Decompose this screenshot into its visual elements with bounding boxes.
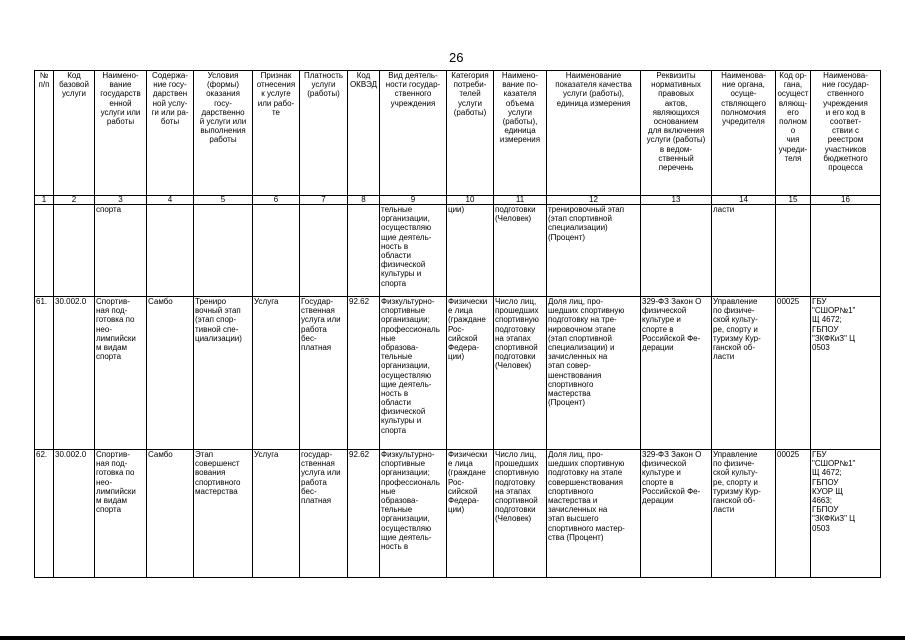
row-cell <box>300 205 348 297</box>
column-number: 1 <box>35 196 54 205</box>
row-cell: 92.62 <box>348 450 380 578</box>
column-number: 11 <box>494 196 547 205</box>
column-number: 10 <box>447 196 494 205</box>
header-cell-attribute: Признак отнесения к услуге или рабо- те <box>253 71 300 196</box>
row-cell: Число лиц, прошедших спортивную подготовку на этапах спортивной подготовки (Человек) <box>494 297 547 450</box>
column-number: 15 <box>776 196 811 205</box>
column-number: 13 <box>641 196 712 205</box>
row-cell: Число лиц, прошедших спортивную подготовку на этапах спортивной подготовки (Человек) <box>494 450 547 578</box>
row-cell <box>776 205 811 297</box>
row-cell: 30.002.0 <box>54 297 95 450</box>
column-number: 16 <box>811 196 881 205</box>
row-cell: 62. <box>35 450 54 578</box>
row-cell: Самбо <box>147 450 194 578</box>
header-cell-payment: Платность услуги (работы) <box>300 71 348 196</box>
row-cell: Услуга <box>253 450 300 578</box>
header-cell-conditions: Условия (формы) оказания госу- дарственно й услуги или выполнения работы <box>194 71 253 196</box>
column-number: 2 <box>54 196 95 205</box>
column-number: 5 <box>194 196 253 205</box>
row-cell <box>811 205 881 297</box>
row-cell: Этап совершенст вования спортивного мастерства <box>194 450 253 578</box>
column-number: 7 <box>300 196 348 205</box>
header-cell-service-name: Наимено- вание государств енной услуги или работы <box>95 71 147 196</box>
column-number: 6 <box>253 196 300 205</box>
row-cell: Физкультурно- спортивные организации; профессиональ ные образова- тельные организации, осуществляю щие деятель- ность в <box>380 450 447 578</box>
table-row <box>35 205 881 297</box>
column-number: 8 <box>348 196 380 205</box>
row-cell: 30.002.0 <box>54 450 95 578</box>
row-cell: ГБУ "СШОР№1" Щ 4672; ГБПОУ КУОР Щ 4663; ГБПОУ "ЗКФКиЗ" Ц 0503 <box>811 450 881 578</box>
row-cell: Доля лиц, про- шедших спортивную подготовку на этапе совершенствования спортивного мастерства и зачисленных на этап высшего спортивного мастер- ства (Процент) <box>547 450 641 578</box>
row-cell <box>54 205 95 297</box>
column-number: 12 <box>547 196 641 205</box>
row-cell: Самбо <box>147 297 194 450</box>
header-cell-founder-code: Код ор- гана, осущест вляющ- его полномо чия учреди- теля <box>776 71 811 196</box>
row-cell: Физкультурно- спортивные организации; профессиональ ные образова- тельные организации, осуществляю щие деятель- ность в области физической культуры и спорта <box>380 297 447 450</box>
row-cell: 329-ФЗ Закон О физической культуре и спорте в Российской Фе- дерации <box>641 450 712 578</box>
row-cell: Спортив- ная под- готовка по нео- лимпийски м видам спорта <box>95 450 147 578</box>
header-cell-legal-acts: Реквизиты нормативных правовых актов, являющихся основанием для включения услуги (работы) в ведом- ственный перечень <box>641 71 712 196</box>
row-cell: Государ- ственная услуга или работа бес- платная <box>300 297 348 450</box>
row-cell: Трениро вочный этап (этап спор- тивной спе- циализации) <box>194 297 253 450</box>
row-cell: Спортив- ная под- готовка по нео- лимпийски м видам спорта <box>95 297 147 450</box>
header-cell-base-code: Код базовой услуги <box>54 71 95 196</box>
row-cell: Доля лиц, про- шедших спортивную подготовку на тре- нировочном этапе (этап спортивной специализации) и зачисленных на этап совер- шенствования спортивного мастерства (Процент) <box>547 297 641 450</box>
scan-edge-line <box>0 636 905 640</box>
row-cell <box>194 205 253 297</box>
row-cell <box>253 205 300 297</box>
column-number: 3 <box>95 196 147 205</box>
page-number: 26 <box>449 50 464 65</box>
row-cell: тренировочный этап (этап спортивной специализации) (Процент) <box>547 205 641 297</box>
header-cell-institution: Наименова- ние государ- ственного учреждения и его код в соответ- ствии с реестром участников бюджетного процесса <box>811 71 881 196</box>
column-number-row <box>35 196 881 205</box>
header-cell-okved: Код ОКВЭД <box>348 71 380 196</box>
row-cell: 92.62 <box>348 297 380 450</box>
header-cell-index: № п/п <box>35 71 54 196</box>
row-cell: подготовки (Человек) <box>494 205 547 297</box>
row-cell: Физически е лица (граждане Рос- сийской Федера- ции) <box>447 450 494 578</box>
header-row <box>35 71 881 196</box>
row-cell: 61. <box>35 297 54 450</box>
row-cell: государ- ственная услуга или работа бес- платная <box>300 450 348 578</box>
row-cell: 00025 <box>776 450 811 578</box>
header-cell-founder-body: Наименова- ние органа, осуще- ствляющего полномочия учредителя <box>712 71 776 196</box>
header-cell-consumers: Категория потреби- телей услуги (работы) <box>447 71 494 196</box>
row-cell <box>35 205 54 297</box>
row-cell: 329-ФЗ Закон О физической культуре и спорте в Российской Фе- дерации <box>641 297 712 450</box>
row-cell: Управление по физиче- ской культу- ре, спорту и туризму Кур- ганской об- ласти <box>712 297 776 450</box>
row-cell: Физически е лица (граждане Рос- сийской Федера- ции) <box>447 297 494 450</box>
header-cell-volume-indicator: Наимено- вание по- казателя объема услуги (работы), единица измерения <box>494 71 547 196</box>
row-cell: спорта <box>95 205 147 297</box>
row-cell: ласти <box>712 205 776 297</box>
row-cell: ции) <box>447 205 494 297</box>
column-number: 4 <box>147 196 194 205</box>
header-cell-activity: Вид деятель- ности государ- ственного учреждения <box>380 71 447 196</box>
row-cell: ГБУ "СШОР№1" Щ 4672; ГБПОУ "ЗКФКиЗ" Ц 0503 <box>811 297 881 450</box>
column-number: 9 <box>380 196 447 205</box>
row-cell: тельные организации, осуществляю щие деятель- ность в области физической культуры и спорта <box>380 205 447 297</box>
header-cell-content: Содержа- ние госу- дарствен ной услу- ги или ра- боты <box>147 71 194 196</box>
row-cell <box>641 205 712 297</box>
row-cell: Управление по физиче- ской культу- ре, спорту и туризму Кур- ганской об- ласти <box>712 450 776 578</box>
header-cell-quality-indicator: Наименование показателя качества услуги (работы), единица измерения <box>547 71 641 196</box>
column-number: 14 <box>712 196 776 205</box>
table-row <box>35 297 881 450</box>
row-cell: 00025 <box>776 297 811 450</box>
row-cell: Услуга <box>253 297 300 450</box>
table-row <box>35 450 881 578</box>
row-cell <box>147 205 194 297</box>
row-cell <box>348 205 380 297</box>
services-register-table <box>34 70 881 578</box>
